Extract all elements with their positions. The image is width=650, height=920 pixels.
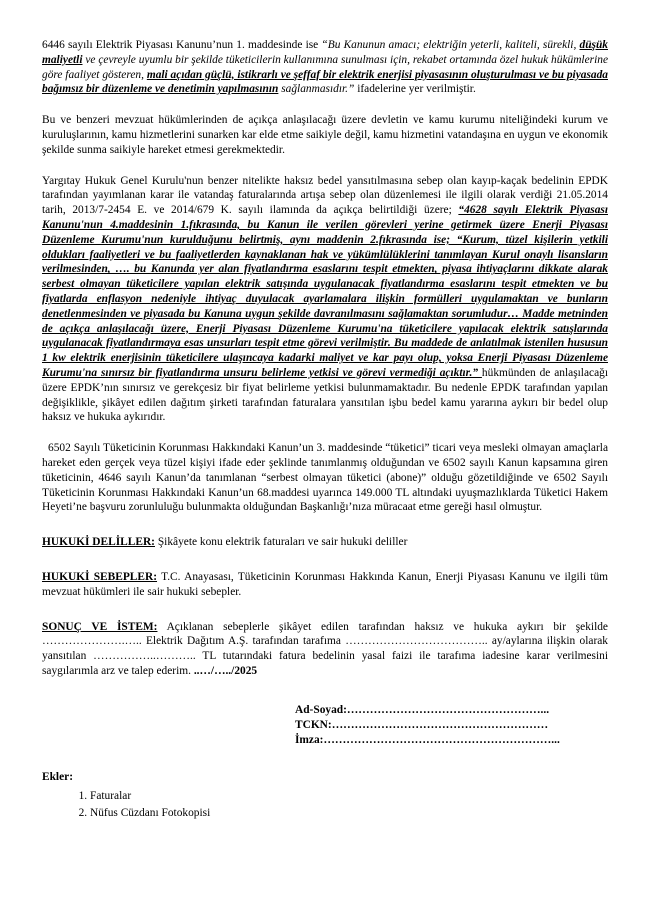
p1-run-dusuk-maliyetli: düşük maliyetli [42, 39, 608, 66]
name-dotted-blank: ……………………………………………... [346, 703, 550, 716]
p1-run-emphasis: mali açıdan güçlü, istikrarlı ve şeffaf bir elektrik enerjisi piyasasının oluşturulması ve bu piyasada bağımsız bir düzenleme ve denetimin yapılmasının [42, 68, 608, 96]
attachment-item [90, 789, 608, 804]
p1-run-quote-start: “Bu Kanunun amacı; elektriğin yeterli, kaliteli, sürekli, [321, 39, 580, 51]
p4-text: 6502 Sayılı Tüketicinin Korunması Hakkındaki Kanun’un 3. maddesinde “tüketici” ticari veya mesleki olmayan amaçlarla hareket eden gerçek veya tüzel kişiyi ifade eder şeklinde tanımlanmış olduğundan ve 6502 sayılı Kanun kapsamına giren tüketicinin, 4646 sayılı Kanun’da tanımlanan “serbest olmayan tüketici (abone)” olduğu gözetildiğinde ve 6502 Sayılı Tüketicinin Korunması Hakkındaki Kanun’un 68.maddesi uyarınca 149.000 TL altındaki uyuşmazlıklarda Tüketici Hakem Heyeti’ne başvuru zorunluluğu bulunmakta olduğundan Başkanlığı’nıza müracaat etme gereği hasıl olmuştur. [42, 442, 608, 514]
signature-name-line [295, 703, 608, 718]
attachment-item-label: Faturalar [90, 790, 132, 803]
p1-run-quote-end: sağlanmasıdır.” [278, 83, 355, 96]
paragraph-consumer-law [42, 441, 608, 515]
p1-run-closing: ifadelerine yer verilmiştir. [354, 83, 476, 96]
sonuc-date-blank: ..…/…../2025 [193, 664, 258, 677]
paragraph-public-service [42, 113, 608, 157]
attachments-list [42, 789, 608, 821]
p1-run-normal: 6446 sayılı Elektrik Piyasası Kanunu’nun 1. maddesinde ise [42, 39, 322, 51]
attachments-title: Ekler: [42, 771, 74, 784]
imza-dotted-blank: ……………………………………………………... [323, 734, 560, 747]
tckn-label: TCKN: [295, 718, 332, 731]
section-hukuki-deliller [42, 535, 608, 550]
signature-block [295, 703, 608, 749]
tckn-dotted-blank: ………………………………………………… [331, 718, 549, 731]
signature-tckn-line [295, 718, 608, 733]
p1-run-quote-mid: ve çevreyle uyumlu bir şekilde tüketicilerin kullanımına sunulması için, rekabet ortamında özel hukuk hükümlerine göre faaliyet gösteren, [42, 53, 608, 81]
p2-text: Bu ve benzeri mevzuat hükümlerinden de açıkça anlaşılacağı üzere devletin ve kamu kurumu niteliğindeki kurum ve kuruluşlarının, kamu hizmetlerini sunarken kar elde etme saikiyle değil, kamu hizmetini vatandaşına en uygun ve ekonomik şekilde sunma saikiyle hareket etmesi gerekmektedir. [42, 114, 608, 156]
paragraph-law-6446 [42, 38, 608, 97]
sonuc-heading: SONUÇ VE İSTEM: [42, 620, 158, 633]
attachment-item [90, 806, 608, 821]
hukuki-sebepler-heading: HUKUKİ SEBEPLER: [42, 570, 158, 583]
p3-run-court-quote: “4628 sayılı Elektrik Piyasası Kanunu'nun 4.maddesinin 1.fıkrasında, bu Kanun ile verilen görevleri yerine getirmek üzere Enerji Piyasası Düzenleme Kurumu'nun kurulduğunu belirtmiş, aynı maddenin 2.fıkrasında ise; “Kurum, tüzel kişilerin yetkili oldukları faaliyetleri ve bu faaliyetlerden kaynaklanan hak ve yükümlülüklerini tanımlayan Kurul onaylı lisansların verilmesinden, …. bu Kanunda yer alan fiyatlandırma esaslarını tespit etmekten, piyasa ihtiyaçlarını dikkate alarak serbest olmayan tüketicilere yapılan elektrik satışında uygulanacak fiyatlandırma esaslarını tespit etmekten ve bu fiyatlarda enflasyon nedeniyle ihtiyaç duyulacak ayarlamalara ilişkin formülleri uygulamaktan ve bunların denetlenmesinden ve piyasada bu Kanuna uygun şekilde davranılmasını sağlamaktan sorumludur… Madde metninden de açıkça anlaşılacağı üzere, Enerji Piyasası Düzenleme Kurumu'na tüketicilere yapılacak elektrik satışlarında uygulanacak fiyatlandırmaya esas unsurları tespit etme görevi verilmiştir. Bu maddede de anlatılmak istenilen hususun 1 kw elektrik enerjisinin tüketicilere ulaşıncaya kadarki maliyet ve kar payı olup, yoksa Enerji Piyasası Düzenleme Kurumu'na sınırsız bir fiyatlandırma unsuru belirleme yetkisi ve görevi vermediği açıktır.” [42, 204, 608, 379]
imza-label: İmza: [295, 734, 324, 747]
hukuki-deliller-text: Şikâyete konu elektrik faturaları ve sair hukuki deliller [154, 536, 408, 549]
name-label: Ad-Soyad: [295, 703, 347, 716]
p3-run-outro: hükmünden de anlaşılacağı üzere EPDK’nın sınırsız ve gerekçesiz bir fiyat belirleme yetkisi bulunmamaktadır. Bu nedenle EPDK tarafından yapılan değişiklikle, şikâyet edilen dağıtım şirketi tarafından faturalara yansıtılan işbu bedel kamu yararına aykırı bir bedel olup haksız ve hukuka aykırıdır. [42, 366, 608, 424]
attachment-item-label: Nüfus Cüzdanı Fotokopisi [90, 806, 211, 819]
attachments-section [42, 770, 608, 820]
sonuc-text: Açıklanan sebeplerle şikâyet edilen tarafından haksız ve hukuka aykırı bir şekilde ………………….….. Elektrik Dağıtım A.Ş. tarafından tarafıma ……………………………….. ay/aylarına ilişkin olarak yansıtılan ……………..……….. TL tutarındaki fatura bedelinin yasal faizi ile tarafıma iadesine karar verilmesini saygılarımla arz ve talep ederim. [42, 620, 608, 677]
hukuki-sebepler-text: T.C. Anayasası, Tüketicinin Korunması Hakkında Kanun, Enerji Piyasası Kanunu ve ilgili tüm mevzuat hükümleri ile sair hukuki sebepler. [42, 570, 608, 598]
section-hukuki-sebepler [42, 570, 608, 600]
paragraph-yargitay-ruling [42, 174, 608, 426]
section-sonuc-ve-istem [42, 620, 608, 679]
p3-run-intro: Yargıtay Hukuk Genel Kurulu'nun benzer nitelikte haksız bedel yansıtılmasına sebep olan kayıp-kaçak bedelinin EPDK tarafından yayımlanan karar ile vatandaş faturalarında artışa sebep olan düzenlemesi ile ilgili olarak verdiği 21.05.2014 tarih, 2013/7-2454 E. ve 2014/679 K. sayılı ilamında da açıkça belirtildiği üzere; [42, 174, 608, 217]
hukuki-deliller-heading: HUKUKİ DELİLLER: [42, 536, 155, 549]
document-content [42, 38, 608, 821]
signature-imza-line [295, 733, 608, 748]
